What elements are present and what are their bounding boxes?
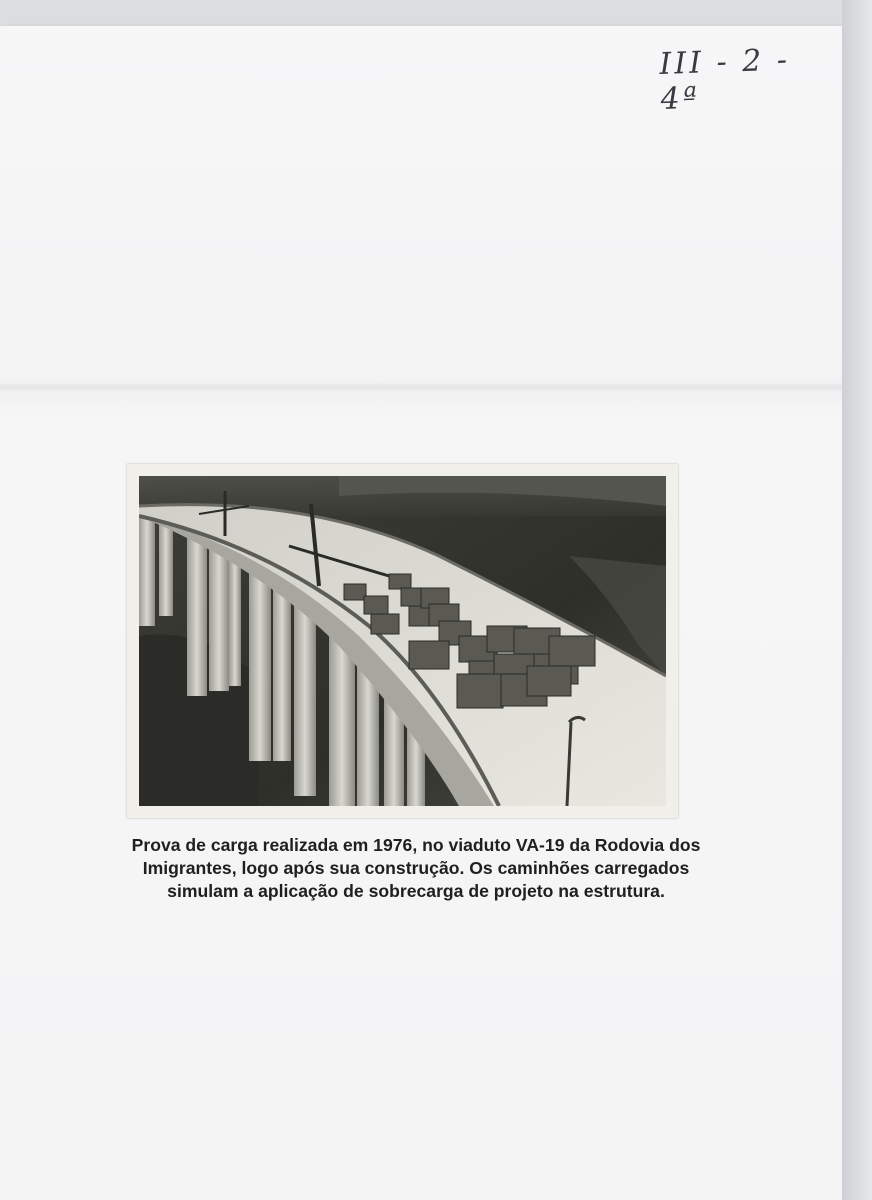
bridge-photo [139, 476, 666, 806]
caption-line-1: Prova de carga realizada em 1976, no viaduto VA-19 da Rodovia dos [131, 835, 701, 855]
photo-caption [80, 834, 752, 903]
scan-edge [842, 0, 872, 1200]
photo-mount [127, 464, 678, 818]
handwritten-reference [658, 42, 830, 117]
reference-mark: III - 2 - 4ª [658, 42, 791, 117]
bridge-photo-icon [139, 476, 666, 806]
caption-line-2: Imigrantes, logo após sua construção. Os caminhões carregados [142, 858, 690, 878]
caption-line-3: simulam a aplicação de sobrecarga de projeto na estrutura. [167, 881, 665, 901]
paper-fold [0, 382, 842, 392]
